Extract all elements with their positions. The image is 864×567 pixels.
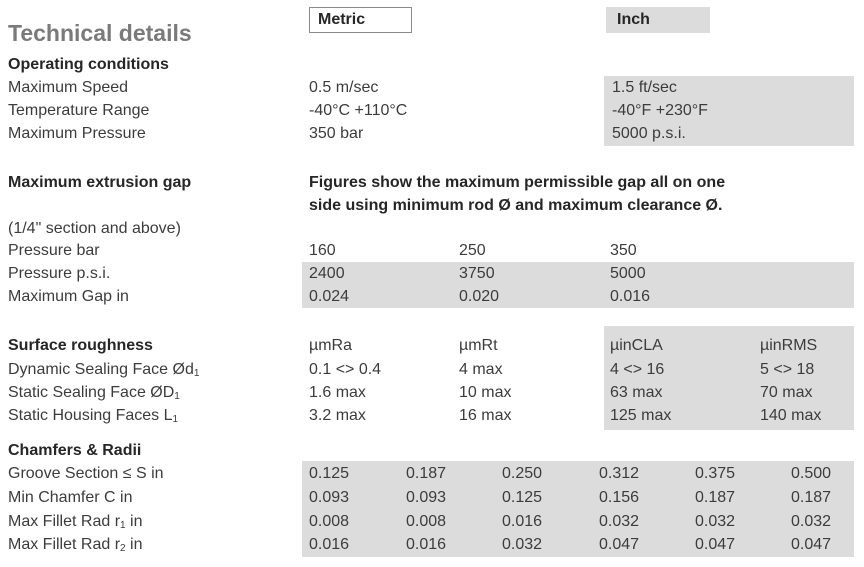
chamfers-value: 0.250 [502, 465, 543, 482]
extrusion-label: Pressure bar [8, 242, 100, 259]
chamfers-value: 0.047 [791, 536, 832, 553]
chamfers-value: 0.187 [695, 489, 736, 506]
chamfers-value: 0.375 [695, 465, 736, 482]
roughness-value: 63 max [610, 384, 663, 401]
extrusion-value: 0.016 [610, 288, 651, 305]
chamfers-value: 0.047 [599, 536, 640, 553]
chamfers-value: 0.032 [502, 536, 543, 553]
operating-metric-value: 0.5 m/sec [309, 79, 379, 96]
chamfers-value: 0.016 [309, 536, 350, 553]
extrusion-value: 2400 [309, 265, 345, 282]
roughness-label: Static Housing Faces $L_1$ [8, 407, 179, 425]
chamfers-value: 0.016 [406, 536, 447, 553]
chamfers-value: 0.032 [695, 513, 736, 530]
chamfers-value: 0.093 [309, 489, 350, 506]
roughness-column-header: µinCLA [610, 337, 663, 354]
operating-label: Maximum Speed [8, 79, 129, 96]
roughness-value: 125 max [610, 407, 672, 424]
roughness-label: Dynamic Sealing Face $Ød_1$ [8, 361, 200, 379]
chamfers-value: 0.016 [502, 513, 543, 530]
extrusion-note: Figures show the maximum permissible gap all on one [309, 174, 726, 191]
roughness-value: 140 max [760, 407, 822, 424]
extrusion-shade [302, 262, 854, 308]
operating-inch-value: -40°F +230°F [612, 102, 708, 119]
extrusion-subheading: (1/4" section and above) [8, 220, 181, 237]
roughness-label: Static Sealing Face $ØD_1$ [8, 384, 180, 402]
roughness-value: 3.2 max [309, 407, 366, 424]
roughness-column-header: µinRMS [760, 337, 818, 354]
extrusion-value: 3750 [459, 265, 495, 282]
chamfers-value: 0.156 [599, 489, 640, 506]
extrusion-value: 160 [309, 242, 336, 259]
chamfers-value: 0.312 [599, 465, 640, 482]
roughness-value: 5 <> 18 [760, 361, 815, 378]
inch-header: Inch [617, 11, 650, 28]
metric-header: Metric [318, 11, 366, 28]
extrusion-value: 250 [459, 242, 486, 259]
roughness-value: 10 max [459, 384, 512, 401]
operating-label: Temperature Range [8, 102, 150, 119]
chamfers-value: 0.008 [406, 513, 447, 530]
chamfers-heading: Chamfers & Radii [8, 442, 142, 459]
roughness-column-header: µmRt [459, 337, 498, 354]
chamfers-value: 0.008 [309, 513, 350, 530]
roughness-column-header: µmRa [309, 337, 352, 354]
chamfers-value: 0.093 [406, 489, 447, 506]
chamfers-label: Max Fillet Rad $r_1$ in [8, 513, 143, 531]
chamfers-value: 0.500 [791, 465, 832, 482]
chamfers-shade [302, 461, 854, 557]
extrusion-value: 0.024 [309, 288, 350, 305]
operating-inch-value: 5000 p.s.i. [612, 125, 686, 142]
roughness-value: 4 <> 16 [610, 361, 665, 378]
operating-metric-value: -40°C +110°C [309, 102, 408, 119]
chamfers-value: 0.125 [502, 489, 543, 506]
chamfers-value: 0.032 [599, 513, 640, 530]
extrusion-note: side using minimum rod Ø and maximum clearance Ø. [309, 197, 723, 214]
operating-label: Maximum Pressure [8, 125, 146, 142]
roughness-value: 4 max [459, 361, 503, 378]
extrusion-value: 5000 [610, 265, 646, 282]
chamfers-value: 0.125 [309, 465, 350, 482]
chamfers-label: Groove Section ≤ S in [8, 465, 164, 482]
chamfers-label: Max Fillet Rad $r_2$ in [8, 536, 143, 554]
chamfers-value: 0.032 [791, 513, 832, 530]
extrusion-label: Maximum Gap in [8, 288, 129, 305]
roughness-heading: Surface roughness [8, 337, 153, 354]
operating-metric-value: 350 bar [309, 125, 364, 142]
chamfers-value: 0.187 [791, 489, 832, 506]
operating-heading: Operating conditions [8, 56, 169, 73]
roughness-value: 1.6 max [309, 384, 366, 401]
page-title: Technical details [8, 20, 192, 46]
chamfers-value: 0.187 [406, 465, 447, 482]
extrusion-heading: Maximum extrusion gap [8, 174, 192, 191]
extrusion-value: 0.020 [459, 288, 500, 305]
extrusion-label: Pressure p.s.i. [8, 265, 111, 282]
roughness-value: 16 max [459, 407, 512, 424]
operating-inch-value: 1.5 ft/sec [612, 79, 677, 96]
chamfers-value: 0.047 [695, 536, 736, 553]
chamfers-label: Min Chamfer C in [8, 489, 133, 506]
extrusion-value: 350 [610, 242, 637, 259]
roughness-value: 70 max [760, 384, 813, 401]
roughness-value: 0.1 <> 0.4 [309, 361, 382, 378]
